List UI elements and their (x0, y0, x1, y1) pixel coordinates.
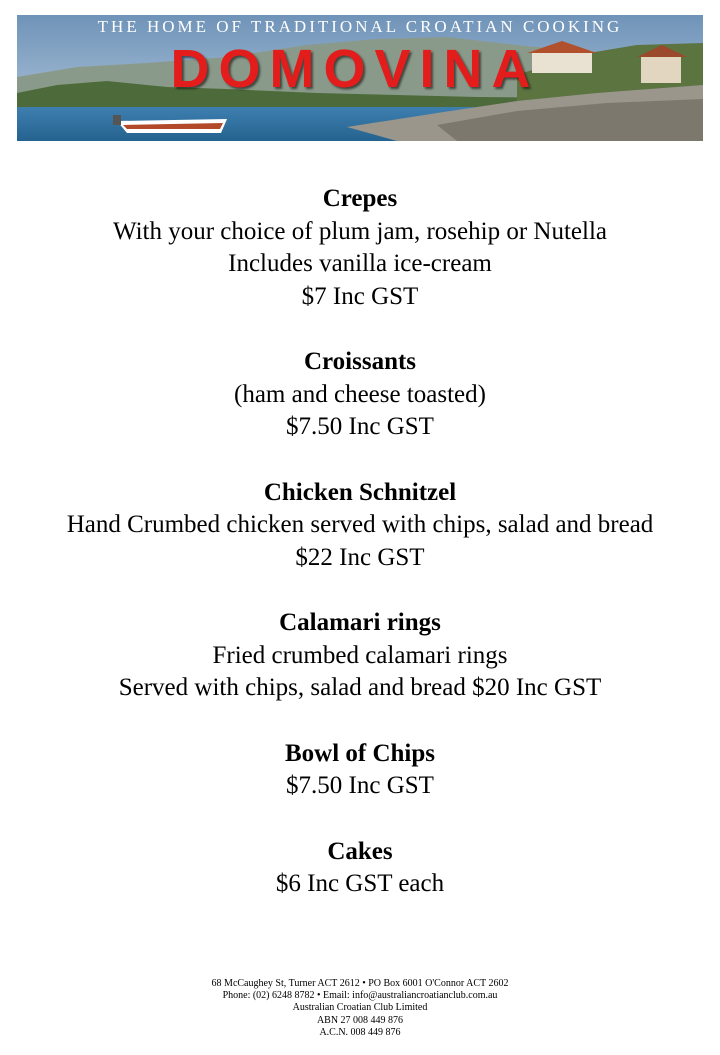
menu-item-price: $22 Inc GST (295, 543, 425, 571)
banner-tagline: THE HOME OF TRADITIONAL CROATIAN COOKING (97, 17, 623, 36)
footer-organisation: Australian Croatian Club Limited (292, 1002, 428, 1014)
menu-item-description: Fried crumbed calamari rings (212, 641, 508, 669)
footer-acn: A.C.N. 008 449 876 (319, 1026, 401, 1038)
menu-item-name: Croissants (303, 348, 417, 375)
menu-item-name: Crepes (322, 185, 398, 212)
header-banner (17, 15, 703, 141)
menu-item-price: $7.50 Inc GST (286, 772, 434, 799)
menu-item-description: Hand Crumbed chicken served with chips, salad and bread (66, 511, 654, 538)
menu-item (0, 738, 720, 803)
menu-item-price: $6 Inc GST each (275, 870, 445, 897)
menu-item (0, 183, 720, 313)
menu-item-price: $7 Inc GST (301, 282, 419, 310)
footer-contact: Phone: (02) 6248 8782 • Email: info@australiancroatianclub.com.au (222, 990, 498, 1002)
menu-item-name: Calamari rings (279, 609, 441, 636)
menu-item-name: Cakes (327, 837, 393, 865)
menu-item-description: (ham and cheese toasted) (234, 380, 486, 408)
menu-item-price: Served with chips, salad and bread $20 Inc GST (118, 674, 602, 701)
menu-item (0, 477, 720, 575)
menu-item-description: With your choice of plum jam, rosehip or Nutella (112, 217, 607, 245)
footer-address: 68 McCaughey St, Turner ACT 2612 • PO Box 6001 O'Connor ACT 2602 (211, 978, 509, 989)
brand-logo-text: DOMOVINA (170, 39, 540, 99)
menu-item-name: Bowl of Chips (284, 739, 436, 767)
menu-list (0, 183, 720, 934)
footer (0, 978, 720, 1039)
menu-item (0, 346, 720, 444)
menu-item (0, 607, 720, 705)
footer-abn: ABN 27 008 449 876 (316, 1014, 404, 1026)
menu-item (0, 836, 720, 901)
menu-item-description: Includes vanilla ice-cream (228, 250, 492, 277)
menu-item-price: $7.50 Inc GST (286, 413, 434, 440)
menu-item-name: Chicken Schnitzel (263, 478, 457, 506)
